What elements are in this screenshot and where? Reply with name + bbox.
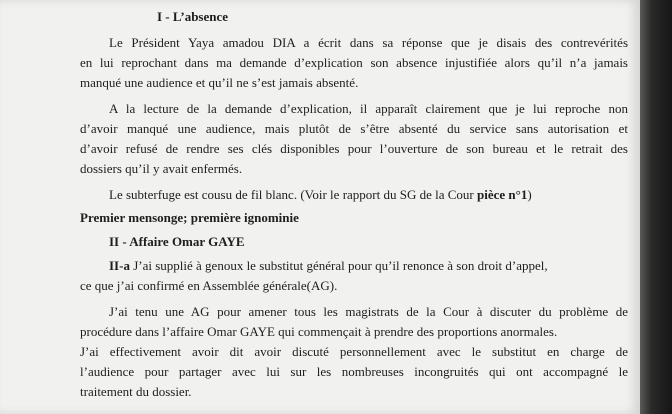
- paragraph-text: J’ai supplié à genoux le substitut général pour qu’il renonce à son droit d’appel,: [129, 258, 548, 273]
- paragraph-line: ce que j’ai confirmé en Assemblée générale(AG).: [80, 278, 338, 293]
- piece-reference: pièce n°1: [477, 187, 528, 202]
- paragraph-line: A la lecture de la demande d’explication, il apparaît clairement que je lui reproche non: [109, 101, 628, 116]
- paragraph-line: dossiers qu’il y avait enfermés.: [80, 161, 243, 176]
- section-label: II-a: [109, 258, 130, 273]
- first-lie-heading: Premier mensonge; première ignominie: [80, 210, 299, 225]
- subterfuge-close: ): [527, 187, 532, 202]
- paragraph-line: en lui reprochant dans ma demande d’explication son absence injustifiée alors qu’il n’a jamais: [80, 55, 628, 70]
- paragraph-line: [109, 258, 628, 274]
- subterfuge-text: Le subterfuge est cousu de fil blanc. (Voir le rapport du SG de la Cour: [109, 187, 477, 202]
- section-heading-omar-gaye: II - Affaire Omar GAYE: [109, 234, 245, 249]
- paragraph-line: d’avoir manqué une audience, mais plutôt de s’être absenté du service sans autorisation et: [80, 121, 628, 136]
- paragraph-line: manqué une audience et qu’il ne s’est jamais absenté.: [80, 75, 359, 90]
- paragraph-line: J’ai tenu une AG pour amener tous les magistrats de la Cour à discuter du problème de: [109, 304, 628, 319]
- scan-edge: [640, 0, 672, 414]
- paragraph-line: traitement du dossier.: [80, 384, 192, 399]
- section-heading-absence: I - L’absence: [157, 9, 229, 24]
- paragraph-line: procédure dans l’affaire Omar GAYE qui commençait à prendre des proportions anormales.: [80, 324, 558, 339]
- paragraph-line: l’audience pour partager avec lui sur les nombreuses incongruités qui ont accompagné le: [80, 364, 628, 379]
- paragraph-line: d’avoir refusé de rendre ses clés disponibles pour l’ouverture de son bureau et le retrait des: [80, 141, 628, 156]
- subterfuge-line: [109, 187, 532, 203]
- paragraph-line: Le Président Yaya amadou DIA a écrit dans sa réponse que je disais des contrevérités: [109, 35, 628, 50]
- paragraph-line: J’ai effectivement avoir dit avoir discuté personnellement avec le substitut en charge de: [80, 344, 628, 359]
